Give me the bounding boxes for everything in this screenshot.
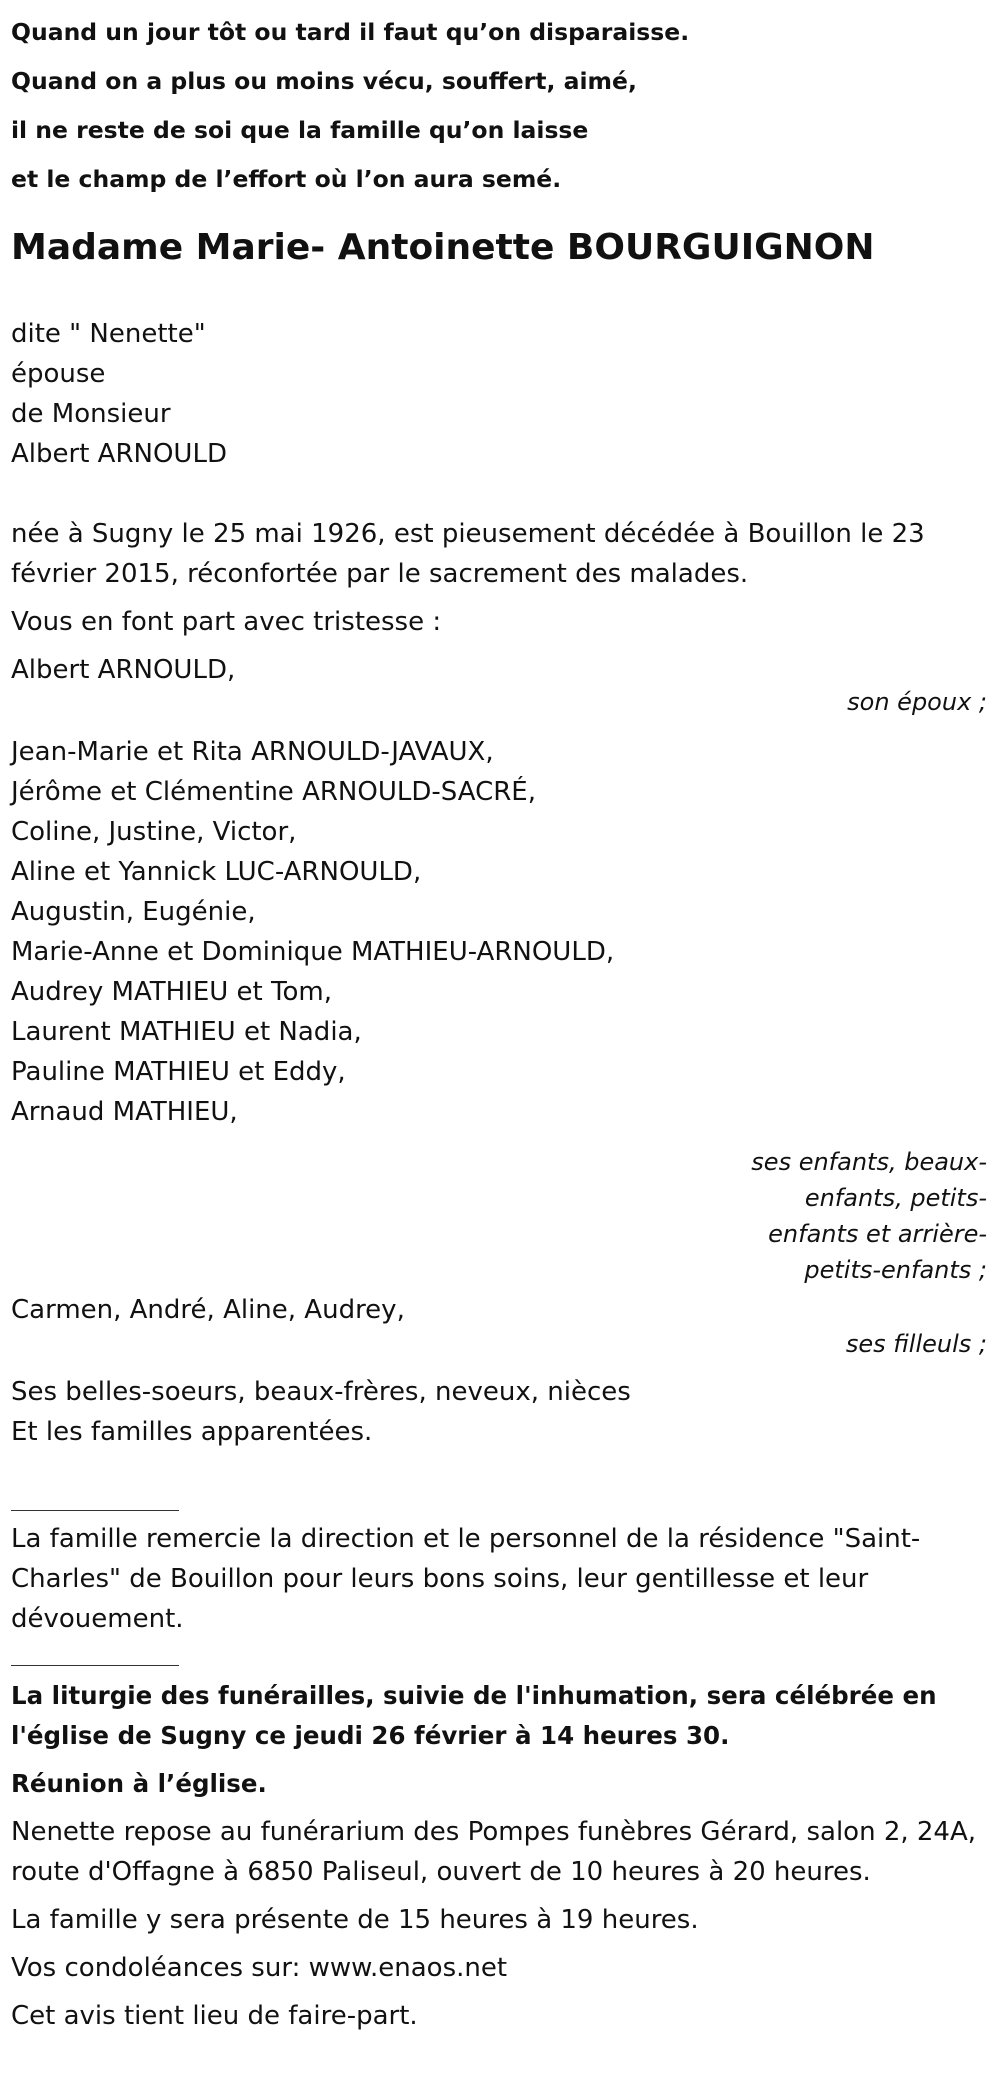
- spouse-role: son époux ;: [847, 688, 987, 716]
- list-item: Pauline MATHIEU et Eddy,: [11, 1057, 346, 1087]
- list-item: Augustin, Eugénie,: [11, 897, 256, 927]
- poem: [11, 0, 989, 204]
- intro-line: Albert ARNOULD: [11, 439, 227, 469]
- list-item: Arnaud MATHIEU,: [11, 1097, 238, 1127]
- intro-line: épouse: [11, 359, 106, 389]
- list-item: Jean-Marie et Rita ARNOULD-JAVAUX,: [11, 737, 494, 767]
- list-item: Coline, Justine, Victor,: [11, 817, 297, 847]
- funeral-home-text: Nenette repose au funérarium des Pompes funèbres Gérard, salon 2, 24A, route d'Offagne à 6850 Paliseul, ouvert de 10 heures à 20 heures.: [11, 1817, 977, 1887]
- relatives: [11, 1372, 989, 1452]
- list-item: Audrey MATHIEU et Tom,: [11, 977, 332, 1007]
- deceased-name: Madame Marie- Antoinette BOURGUIGNON: [11, 227, 875, 268]
- spouse-name: Albert ARNOULD,: [11, 655, 236, 685]
- intro-line: dite " Nenette": [11, 319, 206, 349]
- godchildren-role: ses filleuls ;: [845, 1330, 987, 1358]
- godchildren-names: Carmen, André, Aline, Audrey,: [11, 1295, 405, 1325]
- relatives-line: Et les familles apparentées.: [11, 1417, 373, 1447]
- list-item: Marie-Anne et Dominique MATHIEU-ARNOULD,: [11, 937, 615, 967]
- list-item: Aline et Yannick LUC-ARNOULD,: [11, 857, 422, 887]
- liturgy-text: La liturgie des funérailles, suivie de l'inhumation, sera célébrée en l'église de Sugny ce jeudi 26 février à 14 heures 30.: [11, 1681, 937, 1750]
- intro-line: de Monsieur: [11, 399, 171, 429]
- poem-line: il ne reste de soi que la famille qu’on laisse: [11, 116, 589, 144]
- separator-line: [11, 1510, 179, 1511]
- notice-text: Cet avis tient lieu de faire-part.: [11, 2001, 418, 2031]
- separator-line: [11, 1665, 179, 1666]
- thanks-text: La famille remercie la direction et le personnel de la résidence "Saint-Charles" de Bouillon pour leurs bons soins, leur gentillesse et leur dévouement.: [11, 1524, 921, 1634]
- relatives-line: Ses belles-soeurs, beaux-frères, neveux, nièces: [11, 1377, 631, 1407]
- poem-line: Quand un jour tôt ou tard il faut qu’on disparaisse.: [11, 18, 690, 46]
- children-list: [11, 732, 989, 1132]
- poem-line: Quand on a plus ou moins vécu, souffert, aimé,: [11, 67, 637, 95]
- list-item: Jérôme et Clémentine ARNOULD-SACRÉ,: [11, 777, 536, 807]
- family-present-text: La famille y sera présente de 15 heures à 19 heures.: [11, 1905, 699, 1935]
- intro: [11, 314, 989, 474]
- announce-text: Vous en font part avec tristesse :: [11, 607, 442, 637]
- children-role: ses enfants, beaux-enfants, petits-enfants et arrière-petits-enfants ;: [751, 1148, 987, 1284]
- list-item: Laurent MATHIEU et Nadia,: [11, 1017, 362, 1047]
- condolences-text: Vos condoléances sur: www.enaos.net: [11, 1953, 508, 1983]
- birth-death-text: née à Sugny le 25 mai 1926, est pieusement décédée à Bouillon le 23 février 2015, réconfortée par le sacrement des malades.: [11, 519, 925, 589]
- poem-line: et le champ de l’effort où l’on aura semé.: [11, 165, 562, 193]
- meeting-text: Réunion à l’église.: [11, 1769, 267, 1798]
